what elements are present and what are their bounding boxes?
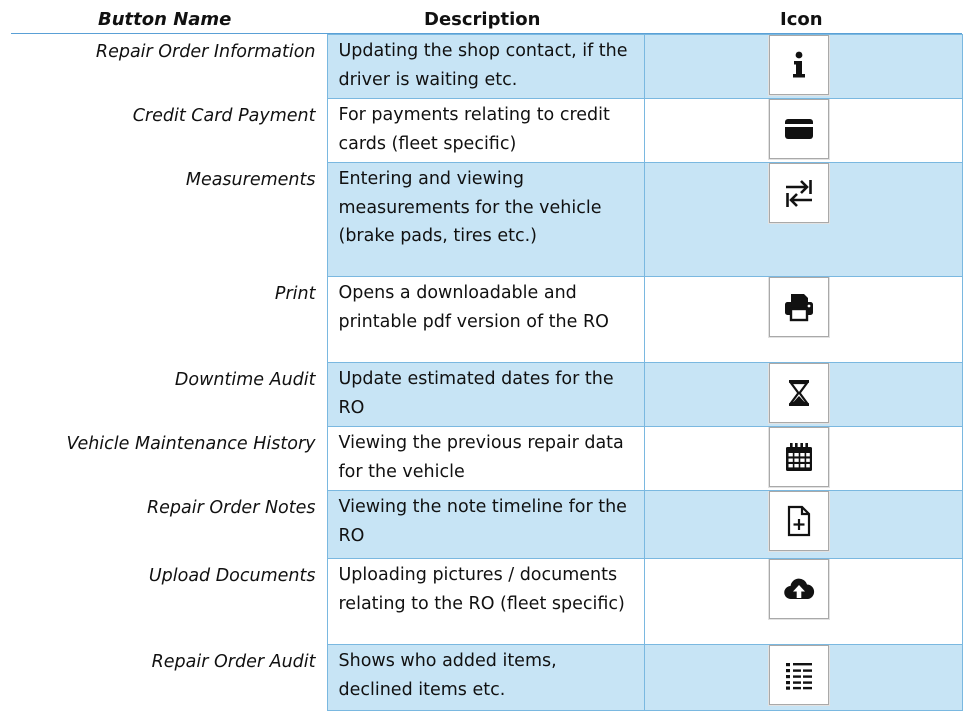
calendar-icon [769,427,829,487]
cloud-upload-icon [769,559,829,619]
table-row [11,559,962,645]
table-row [11,163,962,277]
printer-icon [769,277,829,337]
button-reference-table [11,34,963,711]
button-name-cell: Downtime Audit [174,369,316,390]
table-row [11,427,962,491]
button-name-cell: Upload Documents [148,565,316,586]
button-name-cell: Repair Order Information [95,41,316,62]
button-name-cell: Vehicle Maintenance History [66,433,316,454]
list-icon [769,645,829,705]
button-name-cell: Print [274,283,316,304]
table-row [11,363,962,427]
button-name-cell: Repair Order Audit [151,651,316,672]
description-cell: Viewing the note timeline for the RO [327,491,644,559]
table-row [11,99,962,163]
button-name-cell: Measurements [185,169,316,190]
table-header [0,0,975,34]
info-icon [769,35,829,95]
description-cell: Update estimated dates for the RO [327,363,644,427]
description-cell: Shows who added items, declined items etc. [327,645,644,711]
description-cell: Viewing the previous repair data for the vehicle [327,427,644,491]
arrows-transfer-icon [769,163,829,223]
header-icon: Icon [780,9,823,30]
header-button-name: Button Name [98,9,232,30]
hourglass-icon [769,363,829,423]
table-row [11,645,962,711]
button-name-cell: Credit Card Payment [132,105,316,126]
description-cell: Entering and viewing measurements for the vehicle (brake pads, tires etc.) [327,163,644,277]
description-cell: Updating the shop contact, if the driver is waiting etc. [327,35,644,99]
table-row [11,35,962,99]
description-cell: Uploading pictures / documents relating to the RO (fleet specific) [327,559,644,645]
table-row [11,277,962,363]
table-row [11,491,962,559]
header-description: Description [424,9,541,30]
description-cell: Opens a downloadable and printable pdf version of the RO [327,277,644,363]
file-add-icon [769,491,829,551]
description-cell: For payments relating to credit cards (fleet specific) [327,99,644,163]
credit-card-icon [769,99,829,159]
button-name-cell: Repair Order Notes [146,497,316,518]
